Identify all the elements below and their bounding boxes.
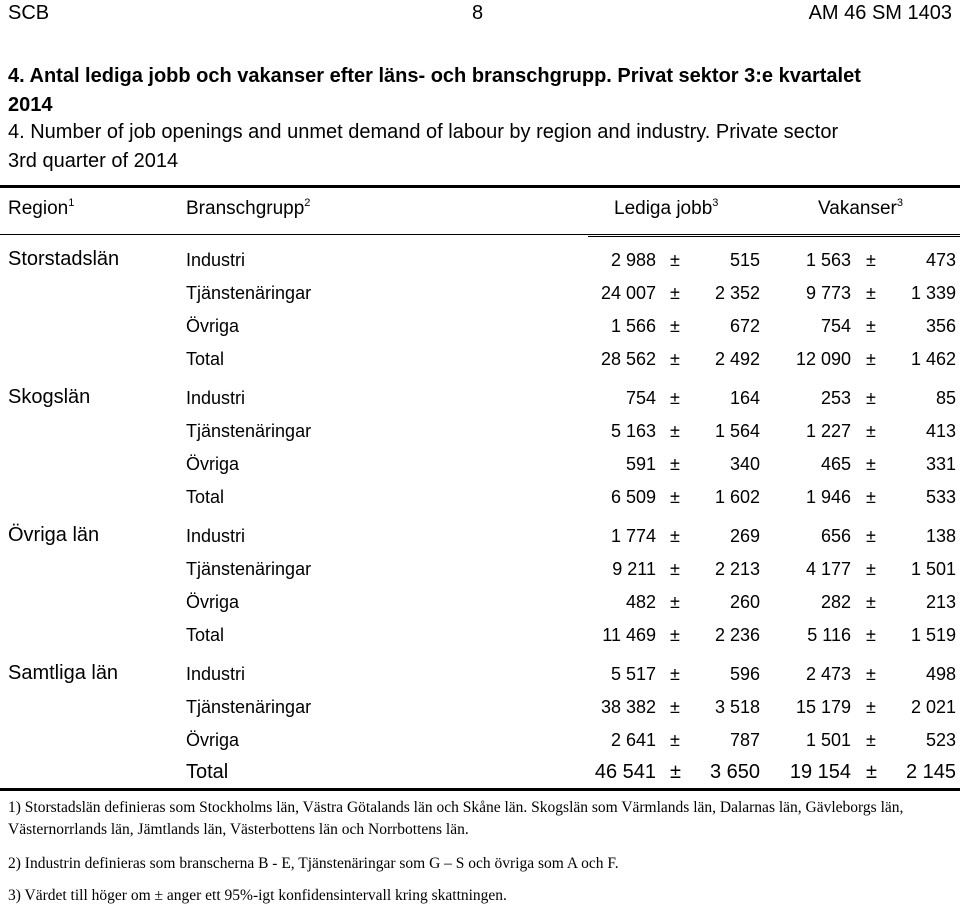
branch-label: Tjänstenäringar <box>186 283 312 303</box>
branch-label: Total <box>186 761 229 783</box>
region-label: Övriga län <box>8 524 100 546</box>
lediga-jobb-margin: 260 <box>729 592 760 612</box>
footnote-ref-1: 1 <box>68 197 75 209</box>
branch-label: Total <box>186 625 225 645</box>
footnote-1: 1) Storstadslän definieras som Stockholms län, Västra Götalands län och Skåne län. Skogslän som Värmlands län, Dalarnas län, Gävleborgs län, Västernorrlands län, Jämtlands län, Västerbottens län och Norrbottens län. <box>8 799 904 838</box>
vakanser-margin: 2 021 <box>910 697 956 717</box>
header-rule-data-columns <box>588 236 960 237</box>
branch-label: Övriga <box>186 454 240 474</box>
branch-label: Industri <box>186 664 246 684</box>
footnote-ref-2: 2 <box>304 197 311 209</box>
plus-minus-sign: ± <box>866 250 876 270</box>
plus-minus-sign: ± <box>866 664 876 684</box>
region-label: Skogslän <box>8 386 91 408</box>
branch-label: Tjänstenäringar <box>186 421 312 441</box>
lediga-jobb-margin: 340 <box>729 454 760 474</box>
lediga-jobb-value: 2 988 <box>610 250 656 270</box>
footnote-ref-3b: 3 <box>896 197 903 209</box>
lediga-jobb-value: 754 <box>625 388 656 408</box>
lediga-jobb-value: 38 382 <box>600 697 656 717</box>
plus-minus-sign: ± <box>866 454 876 474</box>
plus-minus-sign: ± <box>866 388 876 408</box>
header-right: AM 46 SM 1403 <box>808 2 952 24</box>
vakanser-margin: 413 <box>925 421 956 441</box>
vakanser-margin: 331 <box>925 454 956 474</box>
vakanser-margin: 2 145 <box>905 761 956 783</box>
lediga-jobb-margin: 515 <box>729 250 760 270</box>
branch-label: Övriga <box>186 316 240 336</box>
vakanser-value: 282 <box>820 592 851 612</box>
footnote-3: 3) Värdet till höger om ± anger ett 95%-igt konfidensintervall kring skattningen. <box>8 887 507 904</box>
lediga-jobb-margin: 164 <box>729 388 760 408</box>
column-header-region-label: Region <box>8 198 69 219</box>
lediga-jobb-value: 1 774 <box>610 526 656 546</box>
header-left: SCB <box>8 2 50 24</box>
column-header-vakanser <box>818 198 903 220</box>
vakanser-value: 1 946 <box>805 487 851 507</box>
plus-minus-sign: ± <box>866 625 876 645</box>
vakanser-margin: 498 <box>925 664 956 684</box>
region-label: Samtliga län <box>8 662 119 684</box>
vakanser-value: 15 179 <box>795 697 851 717</box>
vakanser-value: 5 116 <box>807 625 851 645</box>
plus-minus-sign: ± <box>670 559 680 579</box>
vakanser-margin: 213 <box>925 592 956 612</box>
region-label: Storstadslän <box>8 248 120 270</box>
vakanser-value: 1 563 <box>805 250 851 270</box>
vakanser-margin: 533 <box>925 487 956 507</box>
lediga-jobb-value: 5 517 <box>610 664 656 684</box>
vakanser-value: 754 <box>820 316 851 336</box>
vakanser-margin: 473 <box>925 250 956 270</box>
branch-label: Industri <box>186 250 246 270</box>
plus-minus-sign: ± <box>670 421 680 441</box>
branch-label: Total <box>186 487 225 507</box>
plus-minus-sign: ± <box>866 592 876 612</box>
plus-minus-sign: ± <box>670 625 680 645</box>
plus-minus-sign: ± <box>866 349 876 369</box>
vakanser-margin: 85 <box>935 388 956 408</box>
lediga-jobb-margin: 2 213 <box>714 559 760 579</box>
vakanser-value: 9 773 <box>805 283 851 303</box>
lediga-jobb-value: 24 007 <box>600 283 656 303</box>
plus-minus-sign: ± <box>670 526 680 546</box>
plus-minus-sign: ± <box>670 664 680 684</box>
plus-minus-sign: ± <box>866 316 876 336</box>
page-number: 8 <box>472 2 484 24</box>
vakanser-value: 465 <box>820 454 851 474</box>
lediga-jobb-value: 46 541 <box>594 761 656 783</box>
branch-label: Tjänstenäringar <box>186 559 312 579</box>
lediga-jobb-value: 9 211 <box>612 559 656 579</box>
branch-label: Industri <box>186 388 246 408</box>
plus-minus-sign: ± <box>866 761 877 783</box>
table-top-rule <box>0 185 960 188</box>
plus-minus-sign: ± <box>670 697 680 717</box>
lediga-jobb-value: 1 566 <box>610 316 656 336</box>
lediga-jobb-margin: 787 <box>729 730 760 750</box>
vakanser-value: 19 154 <box>789 761 851 783</box>
column-header-vakanser-label: Vakanser <box>818 198 897 219</box>
lediga-jobb-margin: 269 <box>729 526 760 546</box>
lediga-jobb-margin: 3 650 <box>709 761 760 783</box>
plus-minus-sign: ± <box>670 388 680 408</box>
plus-minus-sign: ± <box>670 250 680 270</box>
vakanser-value: 1 501 <box>805 730 851 750</box>
vakanser-margin: 1 462 <box>910 349 956 369</box>
column-header-lediga-jobb <box>614 198 718 220</box>
vakanser-value: 253 <box>820 388 851 408</box>
lediga-jobb-margin: 2 492 <box>714 349 760 369</box>
plus-minus-sign: ± <box>670 454 680 474</box>
column-header-branch-label: Branschgrupp <box>186 198 305 219</box>
plus-minus-sign: ± <box>670 761 681 783</box>
plus-minus-sign: ± <box>670 349 680 369</box>
vakanser-value: 1 227 <box>805 421 851 441</box>
column-header-branch <box>186 198 310 220</box>
plus-minus-sign: ± <box>866 559 876 579</box>
plus-minus-sign: ± <box>866 421 876 441</box>
vakanser-margin: 523 <box>925 730 956 750</box>
plus-minus-sign: ± <box>866 697 876 717</box>
vakanser-value: 12 090 <box>795 349 851 369</box>
branch-label: Tjänstenäringar <box>186 697 312 717</box>
lediga-jobb-value: 5 163 <box>610 421 656 441</box>
table-bottom-rule <box>0 788 960 791</box>
column-header-region <box>8 198 74 220</box>
vakanser-margin: 1 339 <box>910 283 956 303</box>
plus-minus-sign: ± <box>670 730 680 750</box>
lediga-jobb-value: 11 469 <box>602 625 656 645</box>
vakanser-margin: 1 519 <box>910 625 956 645</box>
lediga-jobb-margin: 672 <box>729 316 760 336</box>
lediga-jobb-value: 2 641 <box>610 730 656 750</box>
plus-minus-sign: ± <box>866 526 876 546</box>
table-title-swedish: 4. Antal lediga jobb och vakanser efter läns- och branschgrupp. Privat sektor 3:e kvartalet 2014 <box>8 65 861 116</box>
lediga-jobb-value: 482 <box>625 592 656 612</box>
lediga-jobb-value: 591 <box>625 454 656 474</box>
plus-minus-sign: ± <box>670 283 680 303</box>
vakanser-margin: 356 <box>925 316 956 336</box>
vakanser-value: 2 473 <box>805 664 851 684</box>
vakanser-margin: 1 501 <box>910 559 956 579</box>
header-rule <box>0 234 960 235</box>
plus-minus-sign: ± <box>866 487 876 507</box>
table-title-english: 4. Number of job openings and unmet demand of labour by region and industry. Private sector 3rd quarter of 2014 <box>8 121 839 172</box>
vakanser-margin: 138 <box>925 526 956 546</box>
branch-label: Övriga <box>186 592 240 612</box>
plus-minus-sign: ± <box>670 487 680 507</box>
column-header-lediga-label: Lediga jobb <box>614 198 713 219</box>
plus-minus-sign: ± <box>866 730 876 750</box>
plus-minus-sign: ± <box>866 283 876 303</box>
lediga-jobb-margin: 1 602 <box>714 487 760 507</box>
footnote-ref-3a: 3 <box>712 197 719 209</box>
lediga-jobb-margin: 596 <box>729 664 760 684</box>
lediga-jobb-value: 28 562 <box>600 349 656 369</box>
lediga-jobb-value: 6 509 <box>610 487 656 507</box>
branch-label: Total <box>186 349 225 369</box>
lediga-jobb-margin: 3 518 <box>714 697 760 717</box>
lediga-jobb-margin: 2 352 <box>714 283 760 303</box>
plus-minus-sign: ± <box>670 316 680 336</box>
vakanser-value: 656 <box>820 526 851 546</box>
lediga-jobb-margin: 2 236 <box>714 625 760 645</box>
branch-label: Industri <box>186 526 246 546</box>
lediga-jobb-margin: 1 564 <box>714 421 760 441</box>
footnote-2: 2) Industrin definieras som branscherna B - E, Tjänstenäringar som G – S och övriga som A och F. <box>8 855 619 872</box>
plus-minus-sign: ± <box>670 592 680 612</box>
branch-label: Övriga <box>186 730 240 750</box>
vakanser-value: 4 177 <box>805 559 851 579</box>
